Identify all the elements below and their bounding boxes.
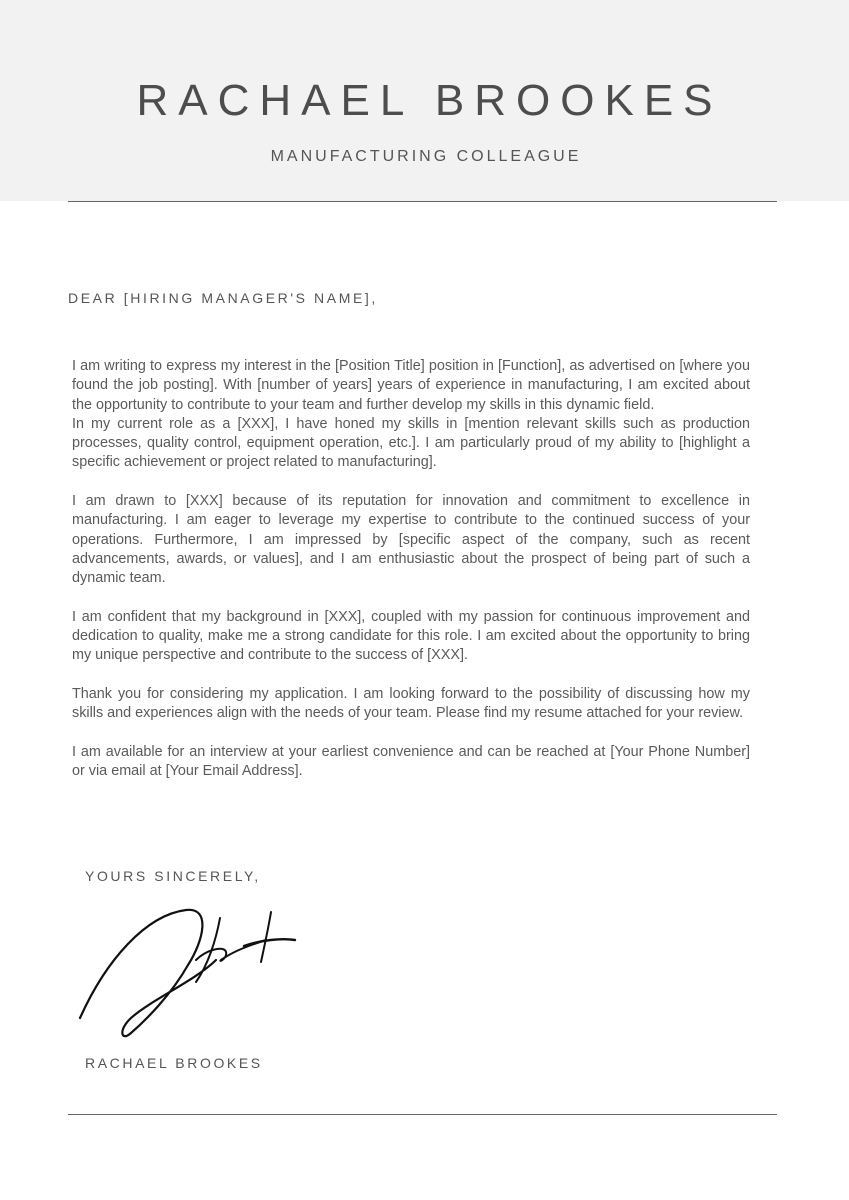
salutation: DEAR [HIRING MANAGER'S NAME], — [68, 290, 378, 306]
header-divider — [68, 201, 777, 202]
signer-name: RACHAEL BROOKES — [85, 1055, 263, 1071]
paragraph-availability: I am available for an interview at your earliest convenience and can be reached at [Your Phone Number] or via email at [Your Email Address]. — [72, 743, 750, 780]
signature-image — [76, 900, 306, 1045]
paragraph-thanks: Thank you for considering my application. I am looking forward to the possibility of discussing how my skills and experiences align with the needs of your team. Please find my resume attached for your review. — [72, 686, 750, 722]
header-banner — [0, 0, 849, 201]
job-title: MANUFACTURING COLLEAGUE — [270, 148, 582, 165]
paragraph-company-interest: I am drawn to [XXX] because of its reputation for innovation and commitment to excellence in manufacturing. I am eager to leverage my expertise to contribute to the continued success of your operations. Furthermore, I am impressed by [specific aspect of the company, such as recent advancements, awards, or values], and I am enthusiastic about the prospect of being part of such a dynamic team. — [72, 493, 750, 587]
paragraph-current-role: In my current role as a [XXX], I have honed my skills in [mention relevant skills such as production processes, quality control, equipment operation, etc.]. I am particularly proud of my ability to [highlight a specific achievement or project related to manufacturing]. — [72, 415, 750, 471]
paragraph-qualifications: I am confident that my background in [XXX], coupled with my passion for continuous improvement and dedication to quality, make me a strong candidate for this role. I am excited about the opportunity to bring my unique perspective and contribute to the success of [XXX]. — [72, 608, 750, 664]
footer-divider — [68, 1114, 777, 1115]
letter-body — [72, 357, 750, 801]
closing: YOURS SINCERELY, — [85, 868, 261, 884]
paragraph-intro: I am writing to express my interest in the [Position Title] position in [Function], as advertised on [where you found the job posting]. With [number of years] years of experience in manufacturing, I am excited about the opportunity to contribute to your team and further develop my skills in this dynamic field. — [72, 358, 750, 413]
applicant-name: RACHAEL BROOKES — [136, 76, 723, 125]
